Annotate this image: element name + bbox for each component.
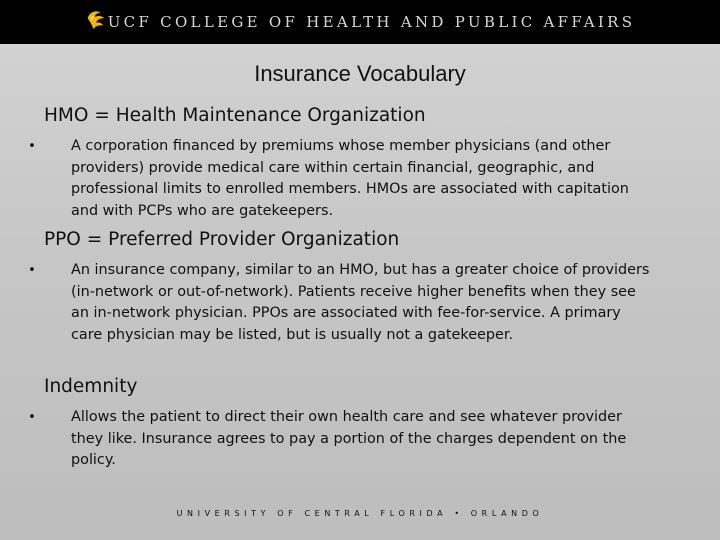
bullet-item [28,136,656,222]
header-bar [0,0,720,44]
ucf-pegasus-logo-icon [85,9,107,31]
university-footer: UNIVERSITY OF CENTRAL FLORIDA • ORLANDO [176,509,544,518]
section-heading: Indemnity [44,376,138,397]
bullet-item [28,260,656,346]
bullet-text: A corporation financed by premiums whose member physicians (and other providers) provide medical care within certain financial, geographic, and professional limits to enrolled members. HMOs are associated with capitation and with PCPs who are gatekeepers. [71,138,629,219]
section-hmo [28,104,656,222]
bullet-text: Allows the patient to direct their own health care and see whatever provider they like. Insurance agrees to pay a portion of the charges dependent on the policy. [71,409,627,468]
bullet-item [28,407,656,472]
bullet-marker: • [28,263,36,278]
slide-title: Insurance Vocabulary [254,61,466,86]
header-branding [85,13,636,31]
section-heading: PPO = Preferred Provider Organization [44,229,400,250]
bullet-marker: • [28,139,36,154]
section-indemnity [28,375,656,472]
bullet-marker: • [28,410,36,425]
college-name-header: UCF COLLEGE OF HEALTH AND PUBLIC AFFAIRS [107,13,636,31]
section-heading: HMO = Health Maintenance Organization [44,105,426,126]
bullet-text: An insurance company, similar to an HMO, but has a greater choice of providers (in-network or out-of-network). Patients receive higher benefits when they see an in-network physician. PPOs are associated with fee-for-service. A primary care physician may be listed, but is usually not a gatekeeper. [71,262,650,343]
section-ppo [28,228,656,346]
